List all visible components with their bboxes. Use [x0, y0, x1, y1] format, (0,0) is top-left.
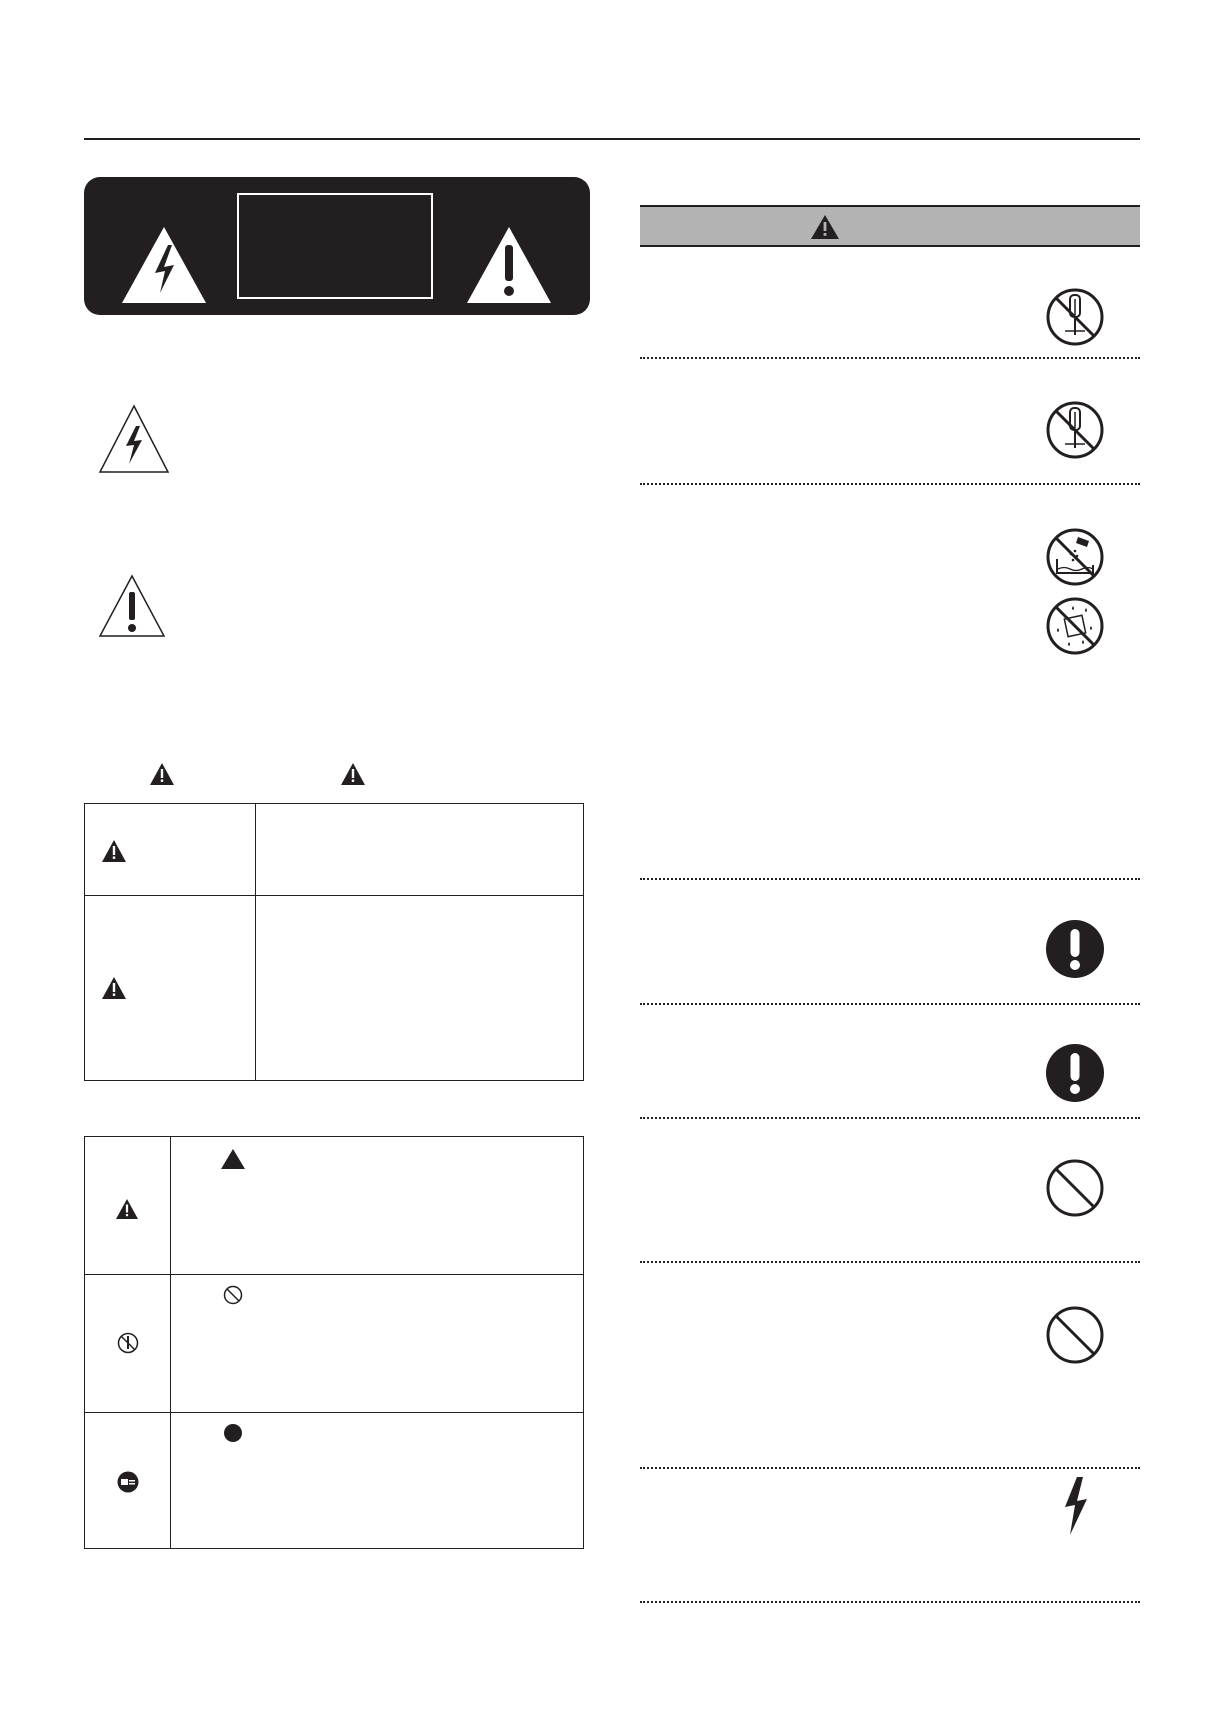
no-disassemble-icon: [1045, 287, 1105, 347]
warning-triangle-icon: [102, 840, 126, 862]
warning-header: [640, 205, 1140, 247]
no-wet-hands-icon: [1045, 596, 1105, 656]
row-divider: [640, 1003, 1140, 1005]
solid-circle-icon: [223, 1423, 243, 1443]
level-table: [84, 803, 584, 1081]
warning-triangle-icon: [341, 763, 365, 785]
prohibited-icon: [1045, 1158, 1105, 1218]
solid-triangle-icon: [221, 1149, 245, 1169]
warning-triangle-icon: [102, 977, 126, 999]
warning-triangle-icon: [150, 763, 174, 785]
table-divider: [170, 1137, 171, 1548]
no-water-icon: [1045, 527, 1105, 587]
caution-panel: [84, 177, 590, 315]
lightning-triangle-outline-icon: [98, 404, 170, 474]
no-disassemble-icon: [1045, 400, 1105, 460]
row-divider: [640, 357, 1140, 359]
table-divider: [255, 804, 256, 1080]
row-divider: [640, 1601, 1140, 1603]
no-disassemble-icon: [117, 1332, 139, 1354]
table-divider: [85, 1412, 583, 1413]
electric-shock-icon: [1063, 1477, 1089, 1535]
row-divider: [640, 483, 1140, 485]
row-divider: [640, 1467, 1140, 1469]
prohibited-circle-icon: [223, 1285, 243, 1305]
table-divider: [85, 895, 583, 896]
warning-triangle-icon: [811, 215, 839, 239]
exclamation-triangle-outline-icon: [98, 574, 166, 638]
row-divider: [640, 1117, 1140, 1119]
caution-label-box: [237, 193, 433, 299]
table-divider: [85, 1274, 583, 1275]
unplug-icon: [116, 1471, 140, 1493]
mandatory-action-icon: [1045, 919, 1105, 979]
lightning-triangle-icon: [122, 227, 206, 303]
top-rule: [84, 138, 1140, 140]
row-divider: [640, 878, 1140, 880]
symbol-table: [84, 1136, 584, 1549]
exclamation-triangle-icon: [467, 227, 551, 303]
mandatory-action-icon: [1045, 1043, 1105, 1103]
prohibited-icon: [1045, 1305, 1105, 1365]
warning-triangle-icon: [116, 1199, 138, 1219]
row-divider: [640, 1261, 1140, 1263]
